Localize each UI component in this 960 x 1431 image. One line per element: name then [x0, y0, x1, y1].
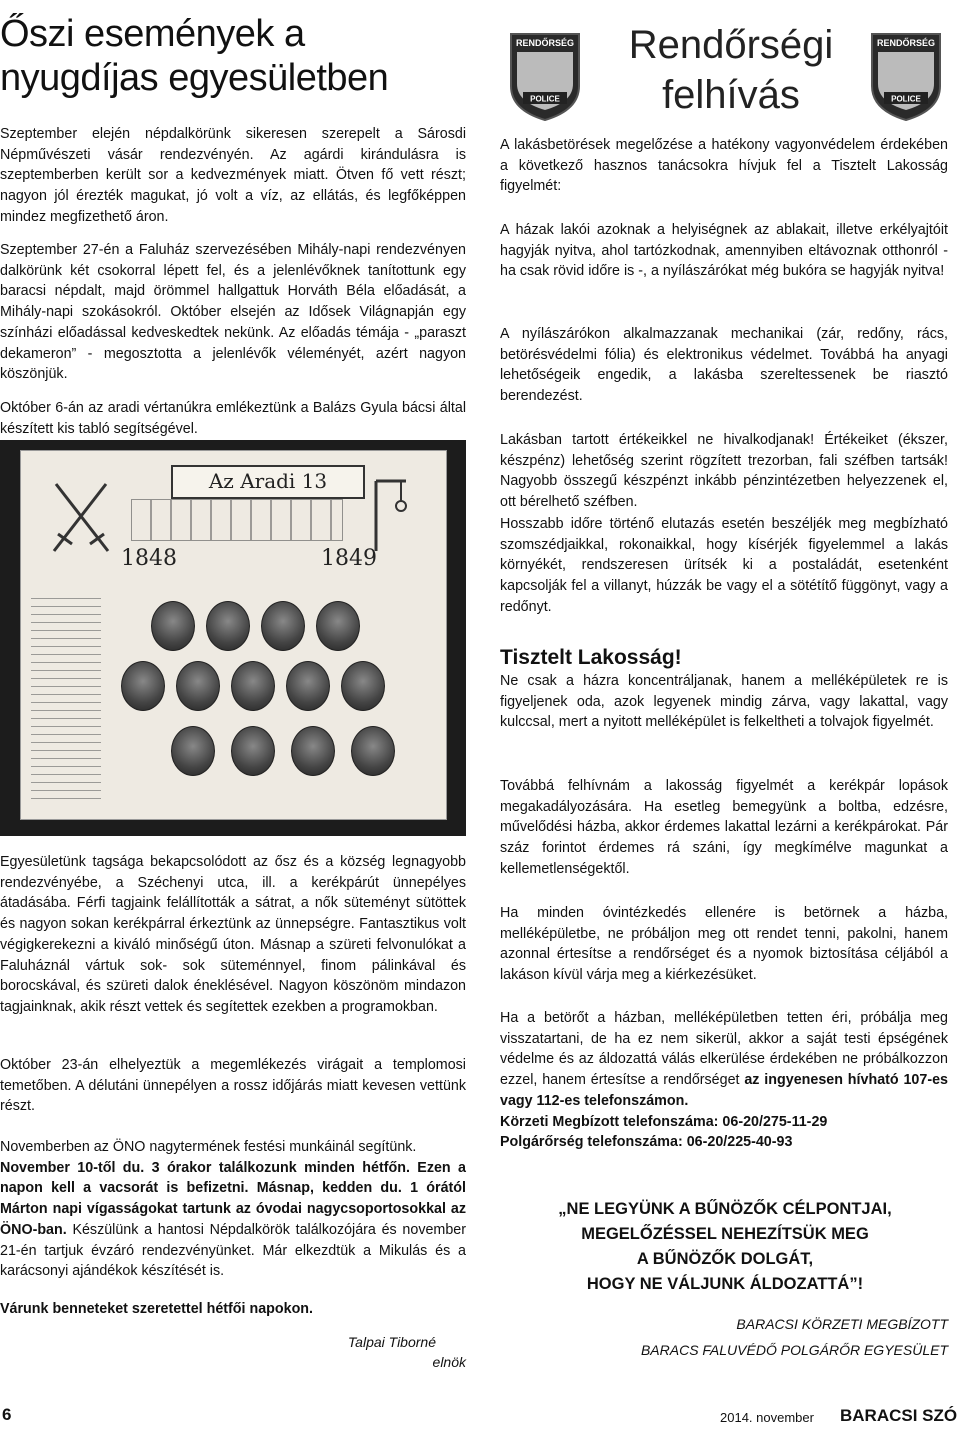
police-badge-icon	[505, 26, 585, 122]
police-valuables: Lakásban tartott értékeikkel ne hivalkodjanak! Értékeiket (ékszer, készpénz) lehetőség szerint rögzített trezorban, fali széfben tartsák! Nagyobb összegű készpénzt inkább pénzintézetben helyezzenek el, ott bérelhető széfben.	[500, 432, 948, 511]
poster-board	[20, 450, 447, 820]
police-travel: Hosszabb időre történő elutazás esetén beszéljék meg megbízható szomszédjaikkal, rokonaikkal, hogy kísérjék figyelemmel a lakás környékét, rendszeresen ürítsék ki a postaládát, esetenként kapcsolják fel a villanyt, húzzák be vagy el a sötétítő függönyt, vagy a redőnyt.	[500, 516, 948, 615]
year-right: 1849	[321, 546, 377, 571]
police-bicycles: Továbbá felhívnám a lakosság figyelmét a kerékpár lopások megakadályozására. Ha esetleg bemegyünk a boltba, edzésre, művelődési házba, akkor érdemes lakattal lezárni a kerékpárokat. Pár száz forintot érdemes rá száni, így megkímélve magunkat a kellemetlenségektől.	[500, 778, 948, 877]
memorial-poster-photo	[0, 440, 466, 836]
phone-district: Körzeti Megbízott telefonszáma: 06-20/275-11-29	[500, 1113, 828, 1130]
page-number: 6	[2, 1405, 12, 1424]
police-caught	[500, 1008, 948, 1153]
slogan-line: HOGY NE VÁLJUNK ÁLDOZATTÁ”!	[586, 1275, 864, 1293]
paragraph-oct23: Október 23-án elhelyeztük a megemlékezés virágait a templomosi temetőben. A délutáni ünnepélyen a rossz időjárás miatt kevesen vettünk részt.	[0, 1057, 466, 1115]
police-windows: A házak lakói azoknak a helyiségnek az ablakait, illetve erkélyajtóit hagyják nyitva, ahol tartózkodnak, amennyiben eltávoznak otthonról - ha csak rövid időre is -, a nyílászárókat még bukóra se hagyják nyitva!	[500, 222, 948, 280]
crossed-swords-icon	[46, 476, 116, 556]
publication-name: BARACSI SZÓ	[840, 1406, 958, 1425]
portrait	[351, 726, 395, 776]
badge-top-text: RENDŐRSÉG	[515, 38, 575, 48]
badge-top-text: RENDŐRSÉG	[876, 38, 936, 48]
poster-notes	[31, 591, 101, 801]
building-drawing	[131, 499, 343, 541]
section-heading: Tisztelt Lakosság!	[500, 646, 682, 669]
november-text: Novemberben az ÖNO nagytermének festési munkáinál segítünk.	[0, 1139, 417, 1155]
slogan-line: A BŰNÖZŐK DOLGÁT,	[636, 1250, 814, 1268]
portrait	[261, 601, 305, 651]
signature-name: Talpai Tiborné	[347, 1334, 436, 1350]
slogan	[500, 1197, 950, 1297]
phone-civil-guard: Polgárőrség telefonszáma: 06-20/225-40-93	[500, 1134, 793, 1151]
signature-association: BARACS FALUVÉDŐ POLGÁRŐR EGYESÜLET	[640, 1342, 948, 1358]
paragraph-michaelmas: Szeptember 27-én a Faluház szervezésében Mihály-napi rendezvényen dalkörünk két csokorral lépett fel, és a jelenlévőknek tanítottunk egy baracsi népdalt, majd örömmel hallgattuk Horváth Béla előadását, a Mihály-napi szokásokról. Október elsején az Idősek Világnapján egy színházi előadással kedveskedtek nekünk. Az előadás témája - „paraszt dekameron” - megosztotta a jelenlévők véleményét, azért nagyon köszönjük.	[0, 242, 466, 383]
police-outbuildings: Ne csak a házra koncentráljanak, hanem a melléképületek re is figyeljenek oda, azok legyenek mindig zárva, vagy lakattal, vagy kulccsal, mert a nyitott melléképület is felkeltheti a tolvajok figyelmét.	[500, 673, 948, 731]
slogan-line: „NE LEGYÜNK A BŰNÖZŐK CÉLPONTJAI,	[558, 1200, 892, 1218]
portrait	[171, 726, 215, 776]
signature-role: elnök	[432, 1354, 466, 1370]
portrait	[291, 726, 335, 776]
signature-block	[0, 1332, 466, 1372]
police-locks: A nyílászárókon alkalmazzanak mechanikai (zár, redőny, rács, betörésvédelmi fólia) és elektronikus védelmet. Továbbá ha anyagi lehetőségeik engedik, a lakásba szereltessenek be riasztó berendezést.	[500, 326, 948, 405]
slogan-line: MEGELŐZÉSSEL NEHEZÍTSÜK MEG	[581, 1225, 869, 1243]
badge-bottom-text: POLICE	[530, 94, 560, 104]
portrait	[286, 661, 330, 711]
police-after-burglary: Ha minden óvintézkedés ellenére is betörnek a házba, melléképületbe, ne próbáljon meg ott rendet tenni, pakolni, hanem azonnal értesítse a rendőrséget és a nyomok biztosítása céljából a lakáson kívül várja meg a kiérkezésüket.	[500, 905, 948, 984]
article-title: Őszi események a nyugdíjas egyesületben	[0, 13, 389, 99]
gallows-icon	[361, 476, 421, 556]
badge-bottom-text: POLICE	[891, 94, 921, 104]
portrait	[341, 661, 385, 711]
caught-text: Ha a betörőt a házban, melléképületben tetten éri, próbálja meg visszatartani, de ha ez nem sikerül, akkor a saját testi épségének védelme és az áldozattá válás elkerülése érdekében ne próbálkozzon ezzel, hanem értesítse a rendőrséget	[500, 1010, 948, 1089]
portrait	[231, 726, 275, 776]
portrait	[206, 601, 250, 651]
poster-banner: Az Aradi 13	[171, 465, 365, 499]
portrait	[316, 601, 360, 651]
paragraph-november	[0, 1137, 466, 1282]
paragraph-intro: Szeptember elején népdalkörünk sikeresen szerepelt a Sárosdi Népművészeti vásár rendezvényén. Az agárdi kirándulásra is szeptemberben került sor a kedvezmények miatt. Ötven fő vett részt; nagyon jól érezték magukat, jó volt a víz, az ellátás, és legfőképpen mindez megfizethető áron.	[0, 126, 466, 225]
november-tail-text: Készülünk a hantosi Népdalkörök találkozójára és november 21-én tartjuk évzáró rendezvényünket. Már elkezdtük a Mikulás és a karácsonyi ajándékok készítését is.	[0, 1221, 466, 1280]
closing-invitation: Várunk benneteket szeretettel hétfői napokon.	[0, 1301, 314, 1317]
police-notice-title: Rendőrségi felhívás	[628, 23, 834, 117]
year-left: 1848	[121, 546, 177, 571]
police-intro: A lakásbetörések megelőzése a hatékony vagyonvédelem érdekében a következő hasznos tanácsokra hívjuk fel a Tisztelt Lakosság figyelmét:	[500, 137, 948, 195]
police-badge-icon	[866, 26, 946, 122]
emergency-numbers-text: az ingyenesen hívható 107-es vagy 112-es telefonszámon.	[500, 1072, 948, 1109]
paragraph-arad: Október 6-án az aradi vértanúkra emlékeztünk a Balázs Gyula bácsi által készített kis tabló segítségével.	[0, 400, 466, 437]
issue-date: 2014. november	[720, 1410, 814, 1425]
portrait	[231, 661, 275, 711]
portrait	[151, 601, 195, 651]
portrait	[121, 661, 165, 711]
portrait	[176, 661, 220, 711]
november-bold-text: November 10-től du. 3 órakor találkozunk minden hétfőn. Ezen a napon kell a vacsorát is befizetni. Másnap, kedden du. 1 órától Márton napi vígasságokat tartunk az óvodai nagycsoportosokkal az ÖNO-ban.	[0, 1159, 466, 1238]
paragraph-events: Egyesületünk tagsága bekapcsolódott az ősz és a község legnagyobb rendezvényébe, a Széchenyi utca, ill. a kerékpárút ünnepélyes átadásába. Férfi tagjaink felállították a sátrat, a nők süteményt sütöttek és nagyon sokan kerékpárral érkeztünk az ünnepségre. Fantasztikus volt végigkerekezni a kiváló minőségű úton. Másnap a szüreti felvonulókat a Faluháznál vártuk sok- sok süteménnyel, finom pálinkával és borocskával, és szüreti dalok éneklésével. Nagyon köszönöm mindazon tagjainknak, akik részt vettek és segítettek ezekben a programokban.	[0, 854, 466, 1015]
signature-officer: BARACSI KÖRZETI MEGBÍZOTT	[736, 1316, 948, 1332]
